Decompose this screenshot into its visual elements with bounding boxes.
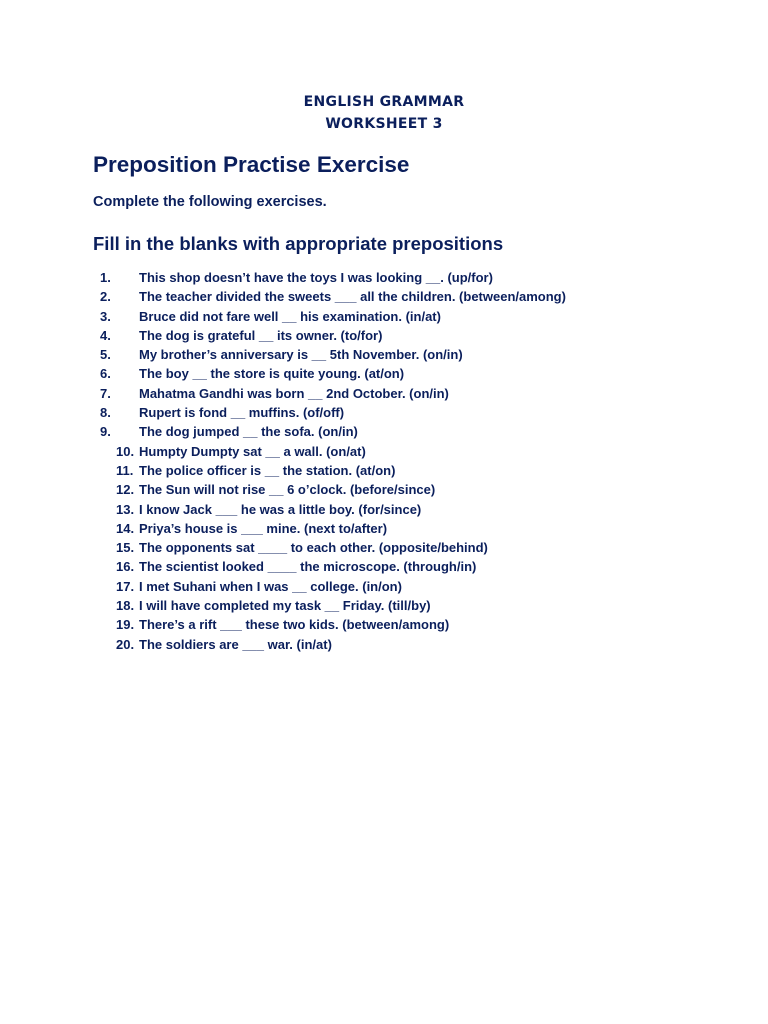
question-text: I will have completed my task __ Friday. (till/by) — [139, 598, 431, 614]
question-text: Rupert is fond __ muffins. (of/off) — [139, 405, 345, 421]
question-text: The teacher divided the sweets ___ all the children. (between/among) — [139, 289, 566, 305]
question-number: 11. — [116, 462, 134, 478]
question-text: There’s a rift ___ these two kids. (between/among) — [139, 617, 450, 633]
question-number: 4. — [100, 327, 111, 343]
question-text: I know Jack ___ he was a little boy. (for/since) — [139, 501, 422, 517]
question-text: Priya’s house is ___ mine. (next to/after) — [139, 520, 388, 536]
question-text: The Sun will not rise __ 6 o’clock. (before/since) — [139, 482, 436, 498]
question-number: 16. — [116, 559, 135, 575]
question-number: 19. — [116, 617, 135, 633]
header-line-2: WORKSHEET 3 — [325, 116, 443, 132]
worksheet-header — [0, 91, 768, 135]
question-number: 7. — [100, 385, 111, 401]
question-number: 20. — [116, 636, 135, 652]
question-number: 17. — [116, 578, 135, 594]
question-number: 3. — [100, 308, 111, 324]
header-line-1: ENGLISH GRAMMAR — [303, 94, 465, 110]
question-number: 9. — [100, 424, 111, 440]
question-text: The dog jumped __ the sofa. (on/in) — [139, 424, 358, 440]
question-number: 13. — [116, 501, 135, 517]
question-number: 10. — [116, 443, 135, 459]
section-heading: Fill in the blanks with appropriate prepositions — [93, 233, 504, 254]
instruction-text: Complete the following exercises. — [93, 194, 327, 210]
question-text: Bruce did not fare well __ his examination. (in/at) — [139, 308, 441, 324]
question-number: 15. — [116, 540, 135, 556]
question-text: The boy __ the store is quite young. (at/on) — [139, 366, 405, 382]
question-number: 8. — [100, 405, 111, 421]
page-title: Preposition Practise Exercise — [93, 152, 410, 177]
question-number: 12. — [116, 482, 135, 498]
question-number: 14. — [116, 520, 135, 536]
question-text: The police officer is __ the station. (at/on) — [139, 462, 396, 478]
question-number: 6. — [100, 366, 111, 382]
question-text: The soldiers are ___ war. (in/at) — [139, 636, 332, 652]
question-text: Mahatma Gandhi was born __ 2nd October. (on/in) — [139, 385, 449, 401]
question-text: The scientist looked ____ the microscope. (through/in) — [139, 559, 477, 575]
question-number: 1. — [100, 270, 111, 285]
question-text: This shop doesn’t have the toys I was looking __. (up/for) — [139, 270, 493, 285]
question-number: 2. — [100, 289, 111, 305]
question-number: 5. — [100, 347, 111, 363]
question-number: 18. — [116, 598, 135, 614]
question-text: I met Suhani when I was __ college. (in/on) — [139, 578, 402, 594]
question-text: The opponents sat ____ to each other. (opposite/behind) — [139, 540, 488, 556]
question-text: The dog is grateful __ its owner. (to/for) — [139, 327, 383, 343]
question-text: Humpty Dumpty sat __ a wall. (on/at) — [139, 443, 366, 459]
question-text: My brother’s anniversary is __ 5th November. (on/in) — [139, 347, 463, 363]
